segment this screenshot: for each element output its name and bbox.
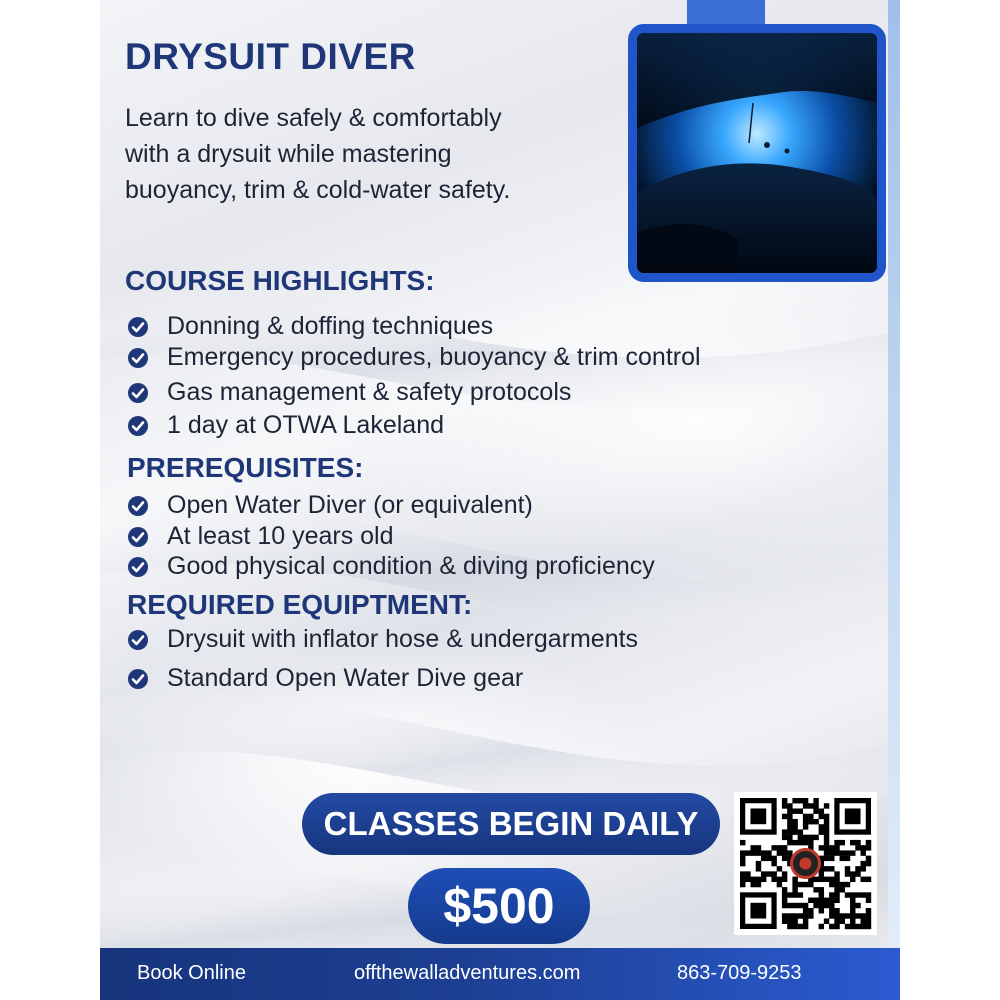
list-item-label: Emergency procedures, buoyancy & trim control [167,343,701,371]
list-item-label: 1 day at OTWA Lakeland [167,411,445,439]
flyer [100,0,900,1000]
qr-code-graphic [734,792,877,935]
phone-number[interactable]: 863-709-9253 [677,962,802,984]
list-item-label: Drysuit with inflator hose & undergarments [167,625,639,653]
book-online-link[interactable]: Book Online [137,962,246,984]
intro-text [125,100,625,208]
prerequisites-list [127,489,827,585]
list-item-label: Gas management & safety protocols [167,378,572,406]
underwater-cave-photo [628,24,886,282]
list-item-label: At least 10 years old [167,522,394,550]
list-item-label: Open Water Diver (or equivalent) [167,491,533,519]
classes-begin-daily-badge: CLASSES BEGIN DAILY [302,793,720,855]
equipment-list [127,623,827,698]
check-circle-icon [127,629,149,651]
website-link[interactable]: offthewalladventures.com [354,962,581,984]
list-item-label: Good physical condition & diving proficiency [167,552,655,580]
accent-stripe-right [888,0,900,950]
footer-bar [100,948,900,1000]
prerequisites-heading: PREREQUISITES: [127,452,364,483]
check-circle-icon [127,316,149,338]
qr-code[interactable] [734,792,877,935]
list-item-label: Donning & doffing techniques [167,312,494,340]
intro-line: with a drysuit while mastering [125,140,452,168]
check-circle-icon [127,495,149,517]
highlights-list [127,310,827,440]
intro-line: buoyancy, trim & cold-water safety. [125,176,511,204]
check-circle-icon [127,556,149,578]
check-circle-icon [127,382,149,404]
check-circle-icon [127,526,149,548]
check-circle-icon [127,668,149,690]
page-title: DRYSUIT DIVER [125,36,416,77]
list-item-label: Standard Open Water Dive gear [167,664,524,692]
check-circle-icon [127,347,149,369]
highlights-heading: COURSE HIGHLIGHTS: [125,265,435,296]
equipment-heading: REQUIRED EQUIPTMENT: [127,589,473,620]
intro-line: Learn to dive safely & comfortably [125,104,502,132]
price-badge: $500 [408,868,590,944]
check-circle-icon [127,415,149,437]
